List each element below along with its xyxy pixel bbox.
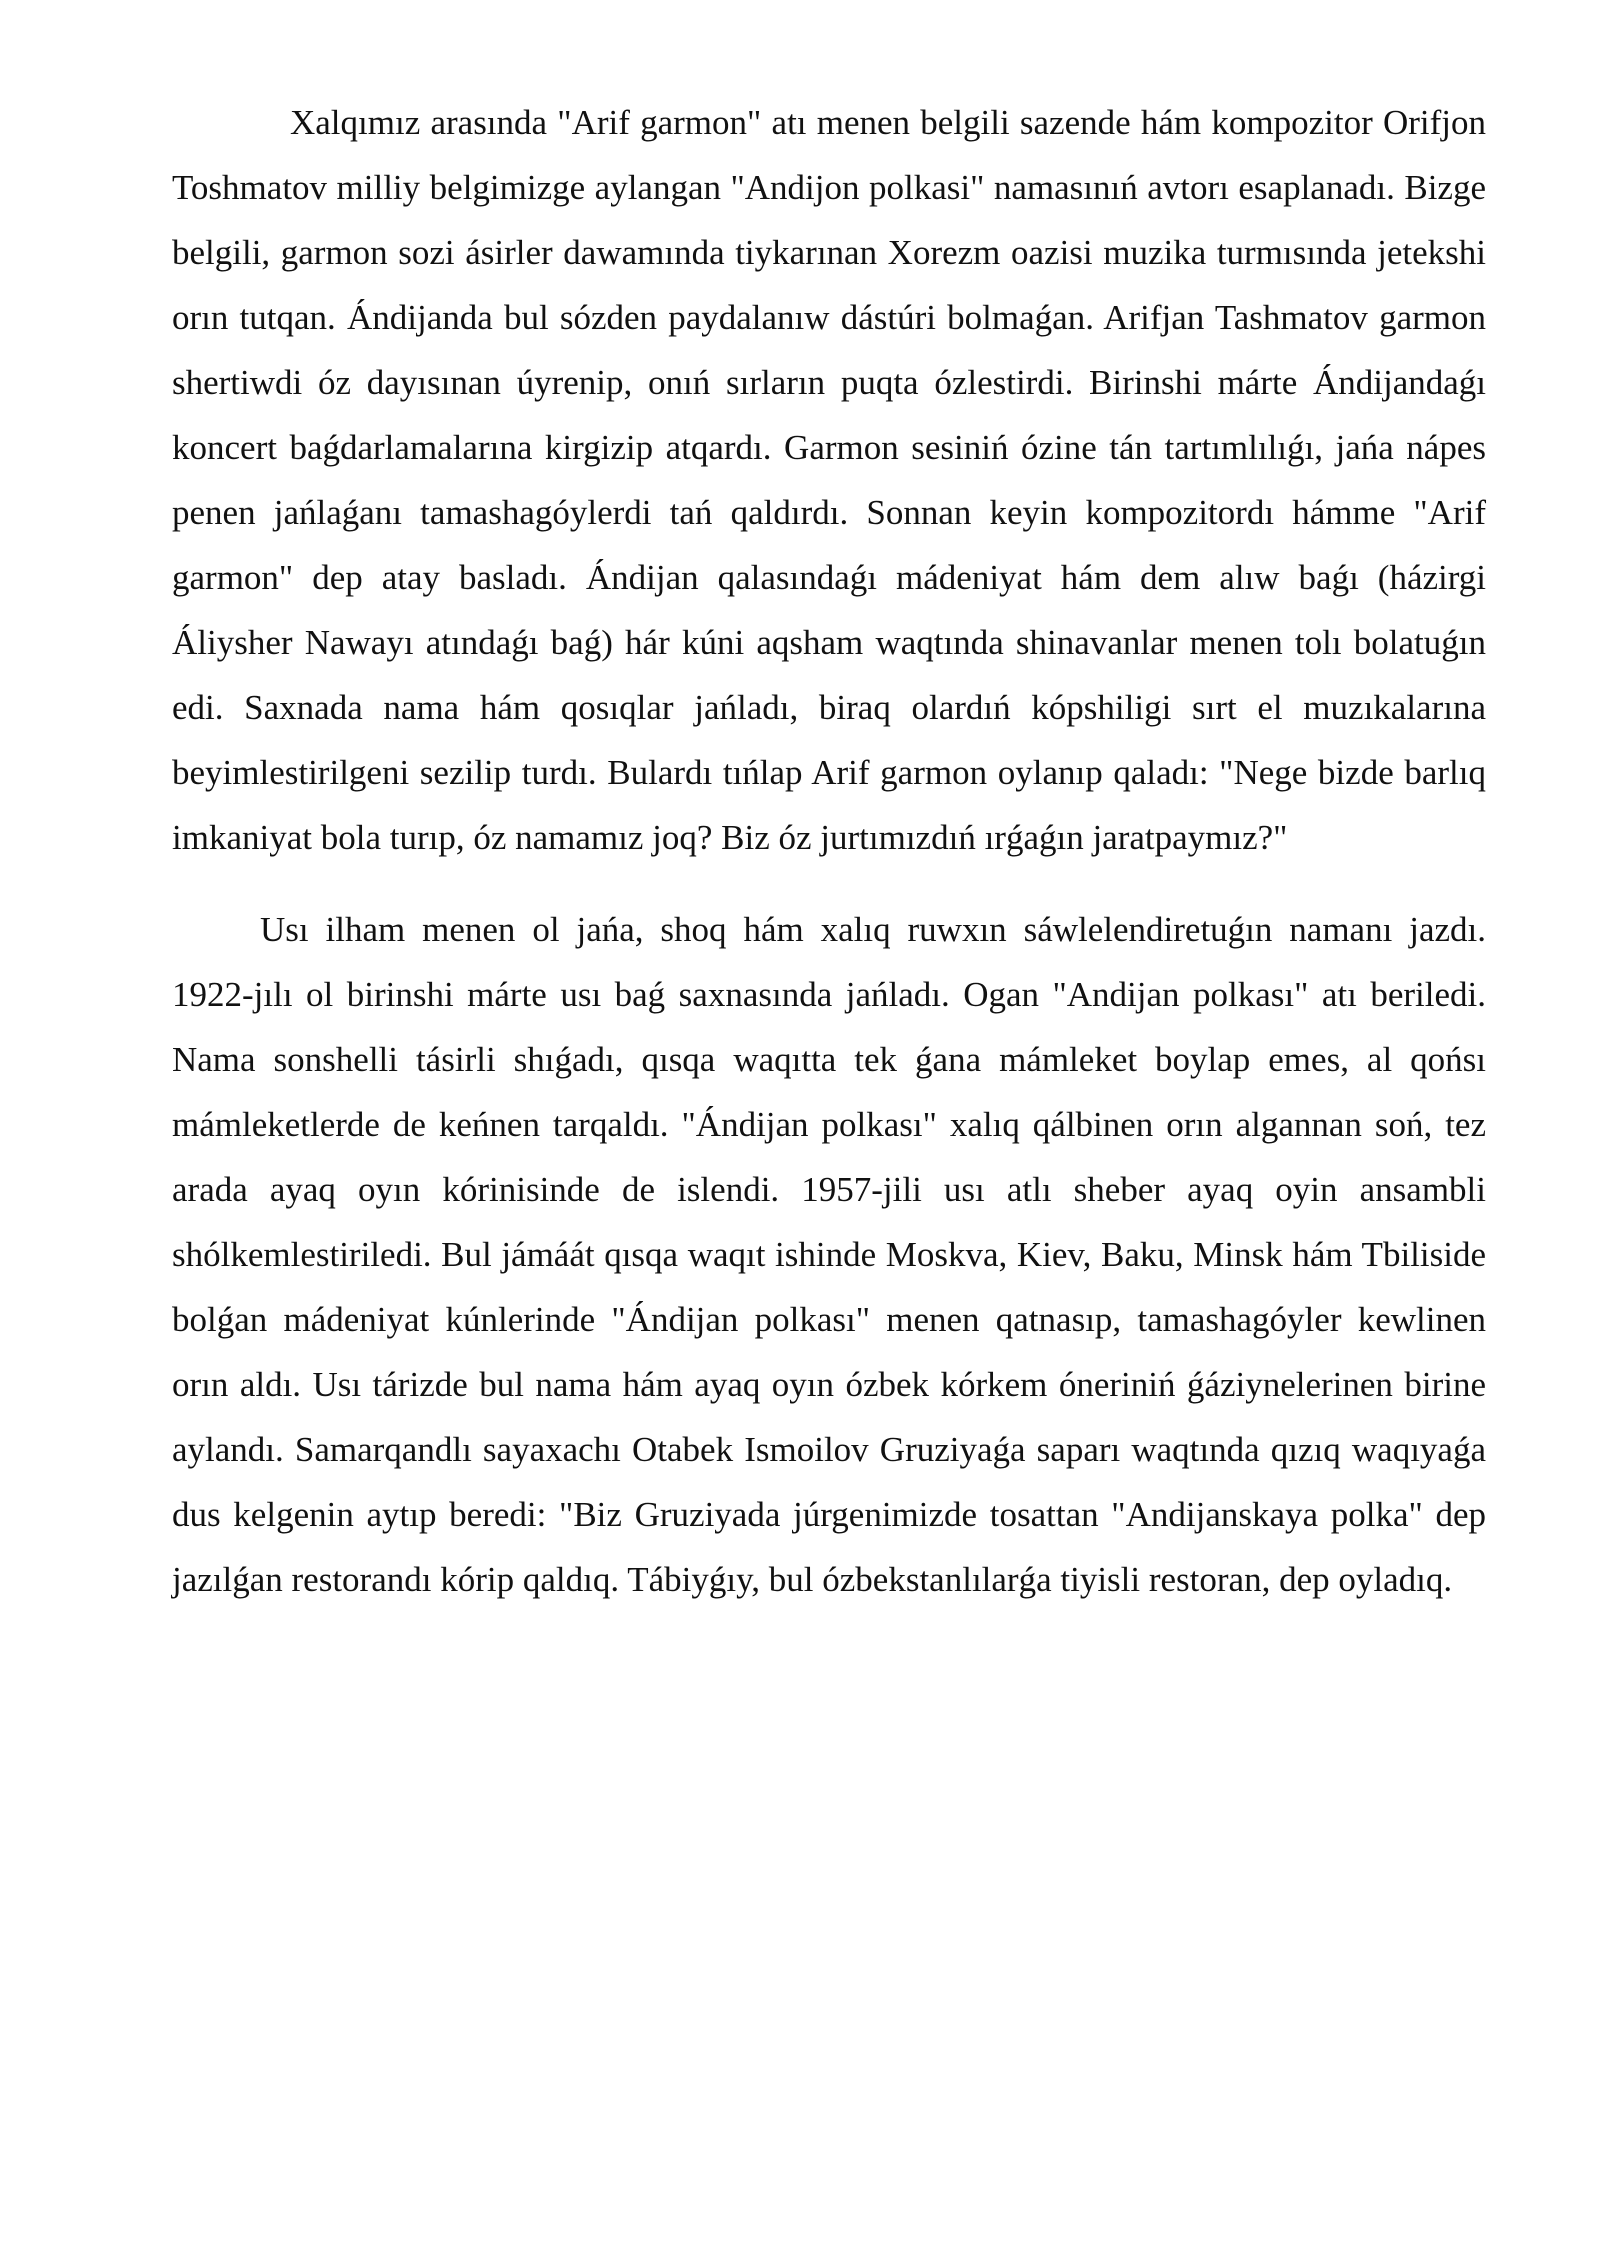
document-body — [172, 90, 1486, 1612]
paragraph-2: Usı ilham menen ol jańa, shoq hám xalıq ruwxın sáwlelendiretuǵın namanı jazdı. 1922-jılı ol birinshi márte usı baǵ saxnasında jańladı. Ogan "Andijan polkası" atı beriledi. Nama sonshelli tásirli shıǵadı, qısqa waqıtta tek ǵana mámleket boylap emes, al qońsı mámleketlerde de keńnen tarqaldı. "Ándijan polkası" xalıq qálbinen orın algannan soń, tez arada ayaq oyın kórinisinde de islendi. 1957-jili usı atlı sheber ayaq oyin ansambli shólkemlestiriledi. Bul jámáát qısqa waqıt ishinde Moskva, Kiev, Baku, Minsk hám Tbiliside bolǵan mádeniyat kúnlerinde "Ándijan polkası" menen qatnasıp, tamashagóyler kewlinen orın aldı. Usı tárizde bul nama hám ayaq oyın ózbek kórkem óneriniń ǵáziynelerinen birine aylandı. Samarqandlı sayaxachı Otabek Ismoilov Gruziyaǵa saparı waqtında qızıq waqıyaǵa dus kelgenin aytıp beredi: "Biz Gruziyada júrgenimizde tosattan "Andijanskaya polka" dep jazılǵan restorandı kórip qaldıq. Tábiyǵıy, bul ózbekstanlılarǵa tiyisli restoran, dep oyladıq. — [172, 910, 1486, 1599]
paragraph-1: Xalqımız arasında "Arif garmon" atı menen belgili sazende hám kompozitor Orifjon Toshmatov milliy belgimizge aylangan "Andijon polkasi" namasınıń avtorı esaplanadı. Bizge belgili, garmon sozi ásirler dawamında tiykarınan Xorezm oazisi muzika turmısında jetekshi orın tutqan. Ándijanda bul sózden paydalanıw dástúri bolmaǵan. Arifjan Tashmatov garmon shertiwdi óz dayısınan úyrenip, onıń sırların puqta ózlestirdi. Birinshi márte Ándijandaǵı koncert baǵdarlamalarına kirgizip atqardı. Garmon sesiniń ózine tán tartımlılıǵı, jańa nápes penen jańlaǵanı tamashagóylerdi tań qaldırdı. Sonnan keyin kompozitordı hámme "Arif garmon" dep atay basladı. Ándijan qalasındaǵı mádeniyat hám dem alıw baǵı (házirgi Áliysher Nawayı atındaǵı baǵ) hár kúni aqsham waqtında shinavanlar menen tolı bolatuǵın edi. Saxnada nama hám qosıqlar jańladı, biraq olardıń kópshiligi sırt el muzıkalarına beyimlestirilgeni sezilip turdı. Bulardı tıńlap Arif garmon oylanıp qaladı: "Nege bizde barlıq imkaniyat bola turıp, óz namamız joq? Biz óz jurtımızdıń ırǵaǵın jaratpaymız?" — [172, 103, 1486, 857]
